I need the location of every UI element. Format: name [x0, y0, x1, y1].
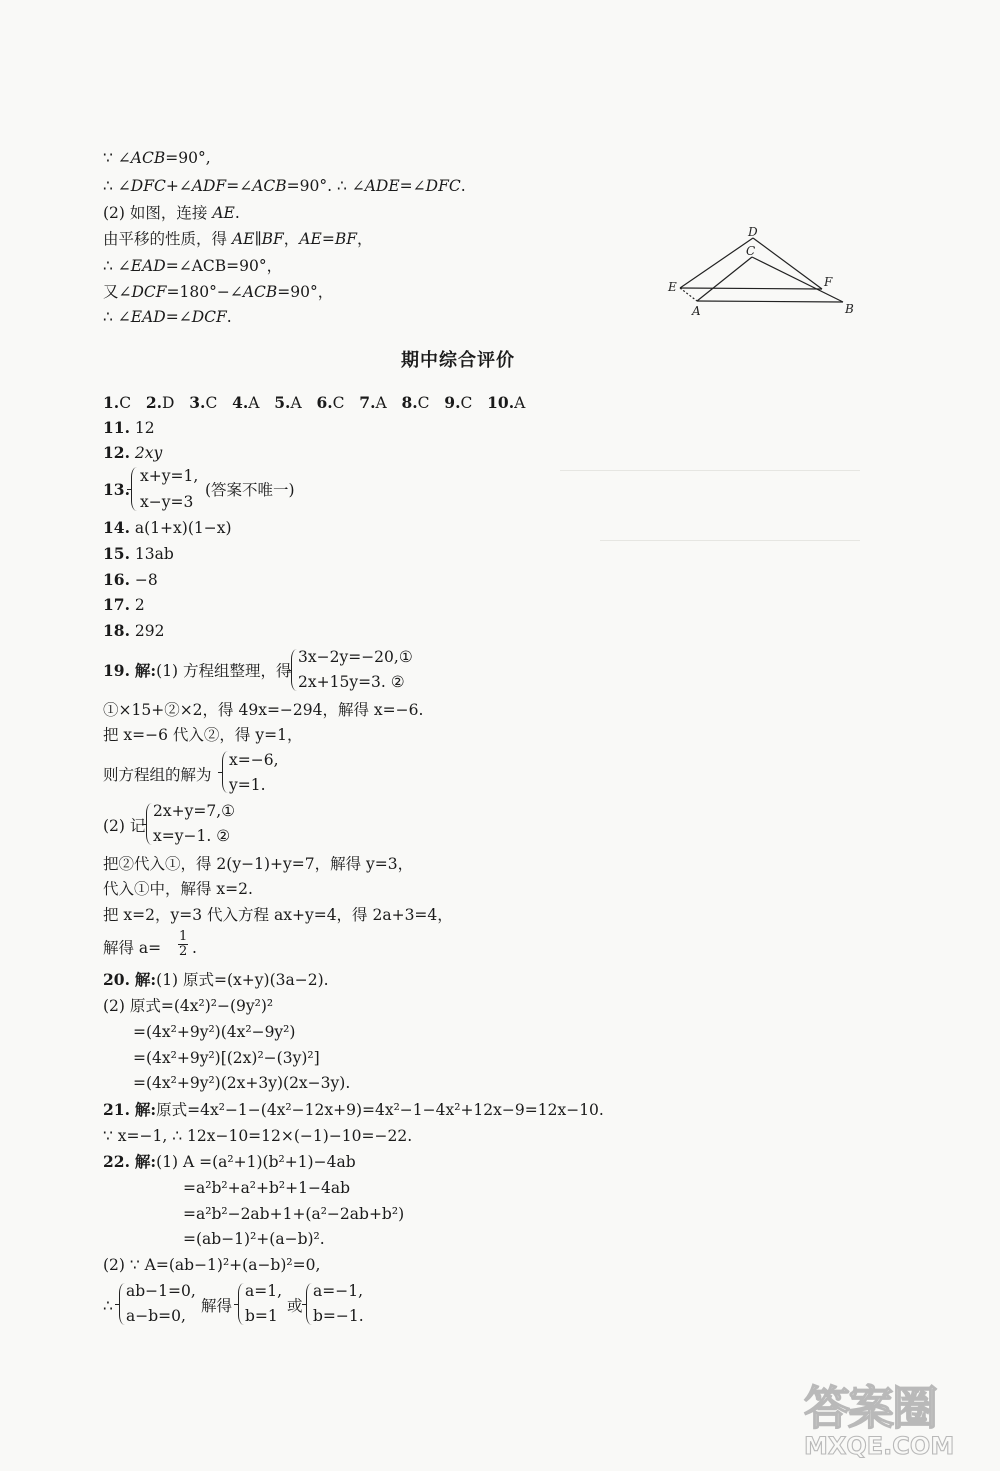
proof-line-4: 由平移的性质，得 AE∥BF，AE=BF， [103, 230, 373, 248]
q22-sol1-a: a=1, [245, 1282, 283, 1300]
label-D: D [748, 225, 758, 239]
brace-22-3 [306, 1283, 312, 1325]
q19-line10: 把 x=2，y=3 代入方程 ax+y=4，得 2a+3=4， [103, 906, 453, 924]
q19-sol-x: x=−6, [229, 751, 279, 769]
label-C: C [746, 244, 756, 258]
q19-eq1: 3x−2y=−20,① [298, 648, 413, 666]
answer-17: 17. 2 [103, 595, 145, 614]
label-F: F [824, 275, 833, 289]
q19-line8: 把②代入①，得 2(y−1)+y=7，解得 y=3， [103, 855, 414, 873]
q19-sol-y: y=1. [229, 776, 266, 794]
q22-line1: 22. 解:(1) A =(a²+1)(b²+1)−4ab [103, 1152, 356, 1171]
line-DF [753, 238, 822, 289]
answer-13-eq1: x+y=1, [140, 467, 199, 485]
q21-line2: ∵ x=−1, ∴ 12x−10=12×(−1)−10=−22. [103, 1127, 413, 1145]
brace-19-2 [222, 751, 228, 793]
proof-line-1: ∵ ∠ACB=90°, [103, 149, 211, 167]
line-EA-dashed [680, 288, 697, 301]
answer-12: 12. 2xy [103, 443, 163, 462]
q22-line5: (2) ∵ A=(ab−1)²+(a−b)²=0, [103, 1256, 321, 1274]
answer-14: 14. a(1+x)(1−x) [103, 518, 232, 537]
q22-eq1: ab−1=0, [126, 1282, 196, 1300]
answer-13-note: (答案不唯一) [205, 481, 295, 499]
q22-line3: =a²b²−2ab+1+(a²−2ab+b²) [183, 1205, 405, 1223]
proof-line-3: (2) 如图，连接 AE. [103, 204, 240, 222]
q19-line4: 把 x=−6 代入②，得 y=1， [103, 726, 303, 744]
brace-19-3 [146, 803, 152, 845]
line-ED [680, 238, 756, 288]
brace-22-1 [119, 1283, 125, 1325]
watermark-url: MXQE.COM [804, 1432, 955, 1460]
q20-line2: (2) 原式=(4x²)²−(9y²)² [103, 997, 274, 1015]
q22-sol2-a: a=−1, [313, 1282, 364, 1300]
proof-line-5: ∴ ∠EAD=∠ACB=90°， [103, 257, 283, 275]
q20-line4: =(4x²+9y²)[(2x)²−(3y)²] [133, 1049, 320, 1067]
q19-eq2: 2x+15y=3. ② [298, 673, 405, 691]
label-B: B [845, 302, 854, 316]
answer-13-number: 13. [103, 480, 130, 499]
triangle-figure [660, 225, 870, 320]
q19-line3: ①×15+②×2，得 49x=−294，解得 x=−6. [103, 701, 424, 719]
answer-18: 18. 292 [103, 621, 165, 640]
proof-line-2: ∴ ∠DFC+∠ADF=∠ACB=90°. ∴ ∠ADE=∠DFC. [103, 177, 466, 195]
brace-13 [131, 467, 137, 511]
q19-p2-eq1: 2x+y=7,① [153, 802, 236, 820]
answer-11: 11. 12 [103, 418, 155, 437]
q22-sol1-b: b=1 [245, 1307, 278, 1325]
bleed-mark [560, 470, 860, 471]
choice-answers: 1.C 2.D 3.C 4.A 5.A 6.C 7.A 8.C 9.C 10.A [103, 393, 526, 412]
q22-line4: =(ab−1)²+(a−b)². [183, 1230, 325, 1248]
label-E: E [668, 280, 677, 294]
q22-eq2: a−b=0, [126, 1307, 186, 1325]
q19-line11-end: . [192, 939, 197, 957]
q22-or-text: 或 [287, 1297, 303, 1315]
q20-line5: =(4x²+9y²)(2x+3y)(2x−3y). [133, 1074, 351, 1092]
q22-solve-text: 解得 [201, 1297, 233, 1315]
answer-15: 15. 13ab [103, 544, 174, 563]
q22-sol2-b: b=−1. [313, 1307, 364, 1325]
line-AC [697, 257, 752, 301]
watermark-text: 答案圈 [804, 1381, 936, 1435]
fraction-one-half: $\frac{1}{2}$ [179, 929, 188, 959]
line-AB [697, 301, 843, 302]
q21-line1: 21. 解:原式=4x²−1−(4x²−12x+9)=4x²−1−4x²+12x−9=12x−10. [103, 1100, 604, 1119]
q19-line9: 代入①中，解得 x=2. [103, 880, 253, 898]
q20-line3: =(4x²+9y²)(4x²−9y²) [133, 1023, 296, 1041]
q19-line5: 则方程组的解为 [103, 766, 212, 784]
label-A: A [692, 304, 701, 318]
line-EF [680, 288, 822, 289]
q22-line2: =a²b²+a²+b²+1−4ab [183, 1179, 351, 1197]
bleed-mark [600, 540, 860, 541]
q19-header: 19. 解:(1) 方程组整理，得 [103, 661, 292, 680]
brace-19-1 [291, 649, 297, 691]
section-title: 期中综合评价 [401, 350, 515, 371]
q19-part2: (2) 记 [103, 817, 146, 835]
q19-line11: 解得 a= [103, 939, 162, 957]
q19-p2-eq2: x=y−1. ② [153, 827, 231, 845]
answer-16: 16. −8 [103, 570, 158, 589]
watermark-logo [798, 1370, 988, 1465]
q22-therefore: ∴ [103, 1297, 113, 1315]
proof-line-7: ∴ ∠EAD=∠DCF. [103, 308, 232, 326]
answer-13-eq2: x−y=3 [140, 493, 194, 511]
q20-line1: 20. 解:(1) 原式=(x+y)(3a−2). [103, 970, 329, 989]
brace-22-2 [238, 1283, 244, 1325]
proof-line-6: 又∠DCF=180°−∠ACB=90°， [103, 283, 334, 301]
